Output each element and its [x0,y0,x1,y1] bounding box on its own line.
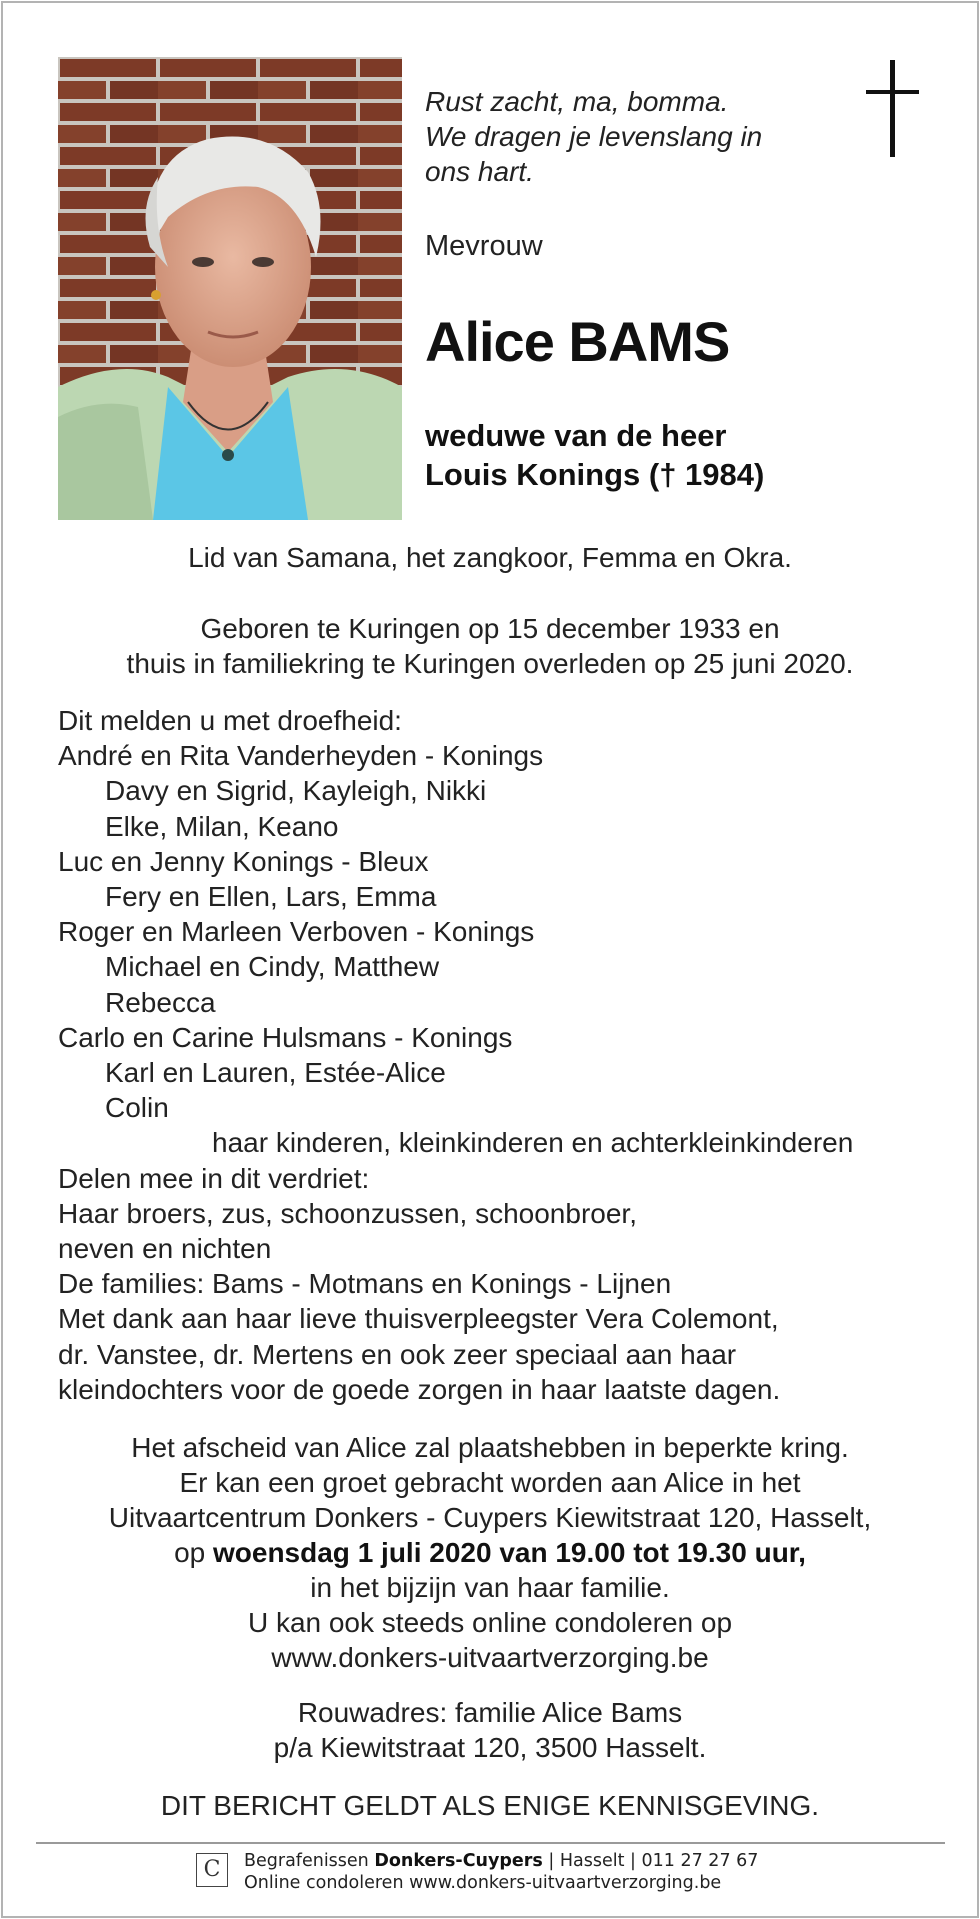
relatives-line: Haar broers, zus, schoonzussen, schoonbroer, [58,1197,637,1229]
family-children: Davy en Sigrid, Kayleigh, Nikki [105,775,487,807]
footer-prefix: Begrafenissen [244,1851,375,1871]
family-children: Rebecca [105,986,216,1018]
farewell-line: in het bijzijn van haar familie. [310,1572,670,1603]
family-children: Elke, Milan, Keano [105,810,339,842]
cross-icon [862,60,922,160]
death-line: thuis in familiekring te Kuringen overleden op 25 juni 2020. [126,648,854,679]
relation-line: haar kinderen, kleinkinderen en achterkleinkinderen [212,1127,854,1159]
farewell-date: woensdag 1 juli 2020 van 19.00 tot 19.30 uur, [213,1537,806,1568]
farewell-line: U kan ook steeds online condoleren op [247,1607,733,1638]
birth-death-info [40,611,940,681]
farewell-date-line [40,1535,940,1570]
mourners-list [58,703,938,1407]
widow-line: Louis Konings († 1984) [425,457,765,492]
farewell-line: Er kan een groet gebracht worden aan Alice in het [179,1467,801,1498]
footer-contact: | Hasselt | 011 27 27 67 [542,1851,759,1871]
farewell-info [40,1430,940,1675]
relatives-line: neven en nichten [58,1233,272,1265]
thanks-line: dr. Vanstee, dr. Mertens en ook zeer speciaal aan haar [58,1338,737,1370]
widow-of [425,416,764,494]
birth-line: Geboren te Kuringen op 15 december 1933 en [200,613,780,644]
family-parents: Roger en Marleen Verboven - Konings [58,916,535,948]
mourning-address [40,1695,940,1765]
family-children: Karl en Lauren, Estée-Alice [105,1057,446,1089]
salutation: Mevrouw [425,230,543,262]
families-line: De families: Bams - Motmans en Konings - Lijnen [58,1268,672,1300]
family-children: Michael en Cindy, Matthew [105,951,440,983]
membership [40,540,940,575]
address-line: Rouwadres: familie Alice Bams [297,1697,683,1728]
quote-line: We dragen je levenslang in [425,121,763,152]
thanks-line: kleindochters voor de goede zorgen in haar laatste dagen. [58,1373,781,1405]
thanks-line: Met dank aan haar lieve thuisverpleegster Vera Colemont, [58,1303,779,1335]
funeral-home-footer [244,1850,758,1894]
deceased-name: Alice BAMS [425,310,730,373]
share-intro: Delen mee in dit verdriet: [58,1162,370,1194]
farewell-date-prefix: op [174,1537,213,1568]
mourners-intro: Dit melden u met droefheid: [58,705,402,736]
footer-line-2[interactable]: Online condoleren www.donkers-uitvaartverzorging.be [244,1873,722,1893]
quote-line: ons hart. [425,156,534,187]
family-parents: André en Rita Vanderheyden - Konings [58,740,544,772]
condolence-url[interactable]: www.donkers-uitvaartverzorging.be [271,1642,709,1673]
quote-line: Rust zacht, ma, bomma. [425,86,729,117]
widow-line: weduwe van de heer [425,418,727,453]
farewell-line: Uitvaartcentrum Donkers - Cuypers Kiewitstraat 120, Hasselt, [108,1502,872,1533]
notice [40,1788,940,1823]
notice-text: DIT BERICHT GELDT ALS ENIGE KENNISGEVING. [160,1790,820,1821]
funeral-home-logo-icon: C [196,1853,228,1887]
funeral-home-name: Donkers-Cuypers [374,1851,543,1871]
farewell-line: Het afscheid van Alice zal plaatshebben in beperkte kring. [131,1432,849,1463]
portrait-photo [58,57,402,520]
footer-line-1 [244,1850,758,1872]
family-children: Colin [105,1092,169,1124]
address-line: p/a Kiewitstraat 120, 3500 Hasselt. [273,1732,707,1763]
memorial-quote [425,84,845,189]
membership-text: Lid van Samana, het zangkoor, Femma en Okra. [188,542,792,573]
family-parents: Luc en Jenny Konings - Bleux [58,845,429,877]
family-children: Fery en Ellen, Lars, Emma [105,881,437,913]
family-parents: Carlo en Carine Hulsmans - Konings [58,1021,513,1053]
footer-divider [36,1842,945,1844]
